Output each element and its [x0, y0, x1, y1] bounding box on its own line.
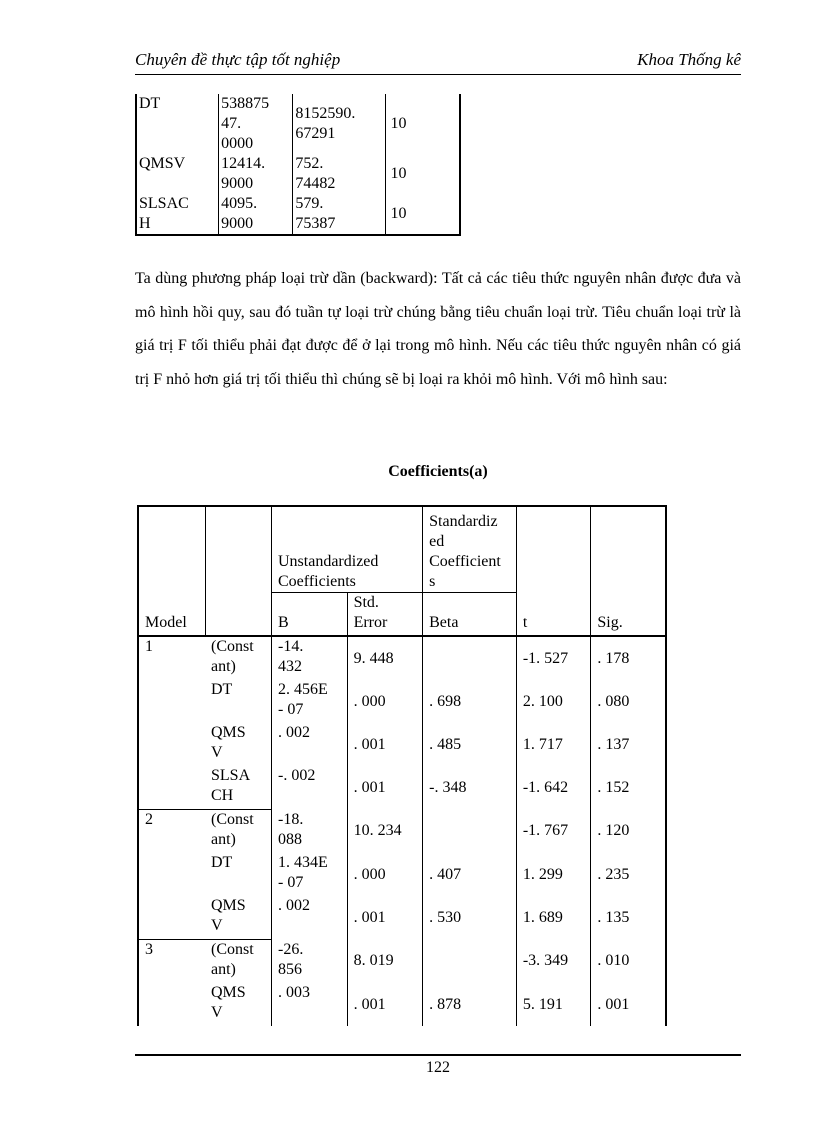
variable-name: QMS V — [211, 984, 246, 1021]
header-beta: Beta — [423, 593, 517, 637]
descriptive-stats-table — [135, 94, 461, 236]
header-t: t — [516, 506, 591, 636]
page-header — [135, 50, 741, 75]
coef-std-error: . 000 — [347, 680, 423, 723]
model-number: 3 — [138, 940, 205, 984]
header-model: Model — [138, 506, 205, 636]
model-number — [138, 680, 205, 723]
coef-sig: . 001 — [591, 983, 666, 1026]
coefficients-table — [137, 505, 667, 1026]
stats-n: 10 — [385, 94, 460, 154]
coef-beta — [423, 810, 517, 854]
coef-beta: . 698 — [423, 680, 517, 723]
variable-name: (Const ant) — [205, 940, 272, 984]
coef-t: -1. 642 — [516, 766, 591, 810]
coef-beta: -. 348 — [423, 766, 517, 810]
stats-row — [136, 154, 460, 194]
coef-t: 5. 191 — [516, 983, 591, 1026]
coefficient-row — [138, 636, 666, 680]
coefficient-row — [138, 983, 666, 1026]
stats-label: QMSV — [136, 154, 219, 194]
stats-sd: 579. 75387 — [293, 194, 385, 235]
stats-label: DT — [136, 94, 219, 154]
page-footer — [135, 1054, 741, 1077]
stats-sd: 752. 74482 — [293, 154, 385, 194]
coef-beta — [423, 636, 517, 680]
coef-t: 1. 299 — [516, 853, 591, 896]
stats-mean: 4095. 9000 — [219, 194, 293, 235]
coef-std-error: 9. 448 — [347, 636, 423, 680]
coef-b: -14. 432 — [272, 636, 348, 680]
model-number — [138, 766, 205, 810]
model-number — [138, 896, 205, 940]
coef-sig: . 135 — [591, 896, 666, 940]
model-number: 1 — [138, 636, 205, 680]
coef-t: 2. 100 — [516, 680, 591, 723]
coef-std-error: . 001 — [347, 723, 423, 766]
stats-sd: 8152590. 67291 — [293, 94, 385, 154]
coef-b: . 002 — [272, 896, 348, 940]
table-caption: Coefficients(a) — [388, 463, 488, 480]
coef-sig: . 178 — [591, 636, 666, 680]
header-std-error: Std. Error — [347, 593, 423, 637]
coefficient-row — [138, 766, 666, 810]
coefficient-row — [138, 896, 666, 940]
stats-n: 10 — [385, 194, 460, 235]
header-faculty: Khoa Thống kê — [637, 50, 741, 69]
coefficient-row — [138, 723, 666, 766]
body-paragraph: Ta dùng phương pháp loại trừ dần (backward): Tất cả các tiêu thức nguyên nhân được đưa và mô hình hồi quy, sau đó tuần tự loại trừ chúng bằng tiêu chuẩn loại trừ. Tiêu chuẩn loại trừ là giá trị F tối thiểu phải đạt được để ở lại trong mô hình. Nếu các tiêu thức nguyên nhân có giá trị F nhỏ hơn giá trị tối thiểu thì chúng sẽ bị loại ra khỏi mô hình. Với mô hình sau: — [135, 270, 741, 388]
model-number: 2 — [138, 810, 205, 854]
coef-sig: . 137 — [591, 723, 666, 766]
coef-b: -. 002 — [272, 766, 348, 810]
coefficient-row — [138, 810, 666, 854]
coef-std-error: . 000 — [347, 853, 423, 896]
coefficient-row — [138, 940, 666, 984]
coef-sig: . 235 — [591, 853, 666, 896]
header-b: B — [272, 593, 348, 637]
variable-name: (Const ant) — [205, 810, 272, 854]
coef-b: . 003 — [272, 983, 348, 1026]
coef-beta — [423, 940, 517, 984]
stats-mean: 538875 47. 0000 — [219, 94, 293, 154]
coef-std-error: 8. 019 — [347, 940, 423, 984]
coef-beta: . 530 — [423, 896, 517, 940]
coef-b: -18. 088 — [272, 810, 348, 854]
coef-t: -3. 349 — [516, 940, 591, 984]
page-number: 122 — [426, 1059, 450, 1076]
coef-b: 2. 456E - 07 — [272, 680, 348, 723]
header-sig: Sig. — [591, 506, 666, 636]
stats-row — [136, 94, 460, 154]
coef-b: 1. 434E - 07 — [272, 853, 348, 896]
stats-label: SLSAC H — [136, 194, 219, 235]
coef-t: 1. 689 — [516, 896, 591, 940]
variable-name: DT — [211, 681, 233, 698]
variable-name: SLSA CH — [211, 767, 251, 804]
coefficient-row — [138, 680, 666, 723]
header-unstandardized: Unstandardized Coefficients — [272, 506, 423, 593]
coef-std-error: . 001 — [347, 896, 423, 940]
stats-mean: 12414. 9000 — [219, 154, 293, 194]
coef-t: -1. 767 — [516, 810, 591, 854]
variable-name: QMS V — [211, 724, 246, 761]
coef-sig: . 080 — [591, 680, 666, 723]
coef-std-error: . 001 — [347, 983, 423, 1026]
model-number — [138, 723, 205, 766]
coef-std-error: . 001 — [347, 766, 423, 810]
coef-b: -26. 856 — [272, 940, 348, 984]
coef-b: . 002 — [272, 723, 348, 766]
coef-sig: . 152 — [591, 766, 666, 810]
coef-t: 1. 717 — [516, 723, 591, 766]
variable-name: DT — [211, 854, 233, 871]
coef-std-error: 10. 234 — [347, 810, 423, 854]
coef-beta: . 407 — [423, 853, 517, 896]
header-title: Chuyên đề thực tập tốt nghiệp — [135, 50, 341, 69]
stats-n: 10 — [385, 154, 460, 194]
coef-t: -1. 527 — [516, 636, 591, 680]
coefficient-row — [138, 853, 666, 896]
model-number — [138, 983, 205, 1026]
header-standardized: Standardiz ed Coefficient s — [423, 506, 517, 593]
header-variable — [205, 506, 272, 636]
coef-beta: . 485 — [423, 723, 517, 766]
coef-sig: . 010 — [591, 940, 666, 984]
variable-name: QMS V — [211, 897, 246, 934]
model-number — [138, 853, 205, 896]
variable-name: (Const ant) — [205, 636, 272, 680]
stats-row — [136, 194, 460, 235]
coef-beta: . 878 — [423, 983, 517, 1026]
coef-sig: . 120 — [591, 810, 666, 854]
